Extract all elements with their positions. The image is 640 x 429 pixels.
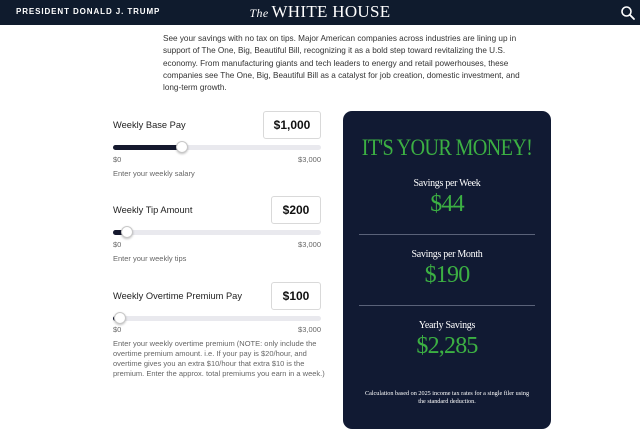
base-pay-range-min: $0 (113, 155, 122, 164)
monthly-savings-value: $190 (424, 262, 470, 288)
intro-paragraph: See your savings with no tax on tips. Major American companies across industries are lining up in support of The One, Big, Beautiful Bill, recognizing it as a bold step toward revitalizing the U.S. economy. From manufacturing giants and tech leaders to energy and retail powerhouses, these companies see The One, Big, Beautiful Bill as a catalyst for job creation, domestic investment, and long-term growth. (163, 34, 520, 93)
white-house-logo[interactable] (0, 2, 640, 22)
tip-amount-range-max: $3,000 (298, 240, 321, 249)
overtime-value-input[interactable]: $100 (271, 282, 321, 310)
top-navigation-bar (0, 0, 640, 25)
tip-amount-slider-thumb[interactable] (121, 226, 133, 238)
base-pay-label: Weekly Base Pay (113, 120, 186, 130)
yearly-savings-value: $2,285 (416, 333, 478, 359)
card-title: IT'S YOUR MONEY! (361, 135, 533, 161)
tip-amount-control (113, 196, 321, 266)
tip-amount-value-input[interactable]: $200 (271, 196, 321, 224)
tip-amount-label: Weekly Tip Amount (113, 205, 193, 215)
card-divider (359, 305, 535, 306)
card-divider (359, 234, 535, 235)
overtime-slider-track[interactable] (113, 316, 321, 321)
tip-amount-range-min: $0 (113, 240, 122, 249)
overtime-range-max: $3,000 (298, 325, 321, 334)
base-pay-control (113, 111, 321, 181)
tip-amount-slider-track[interactable] (113, 230, 321, 235)
search-icon (620, 5, 636, 21)
tip-amount-hint: Enter your weekly tips (113, 254, 187, 263)
overtime-slider-thumb[interactable] (114, 312, 126, 324)
savings-card (343, 111, 551, 429)
weekly-savings-label: Savings per Week (413, 178, 481, 189)
base-pay-slider-track[interactable] (113, 145, 321, 150)
overtime-hint: Enter your weekly overtime premium (NOTE: only include the overtime premium amount. i.e. If your pay is $20/hour, and overtime gives you an extra $10/hour that extra $10 is the premium. Enter the approx. total premiums you earn in a week.) (113, 339, 325, 378)
base-pay-slider-fill (113, 145, 182, 150)
monthly-savings-label: Savings per Month (411, 249, 483, 260)
base-pay-slider-thumb[interactable] (176, 141, 188, 153)
logo-prefix: The (249, 6, 269, 20)
base-pay-value-input[interactable]: $1,000 (263, 111, 321, 139)
search-button[interactable] (620, 5, 636, 21)
logo-main-text: WHITE HOUSE (271, 2, 391, 21)
overtime-label: Weekly Overtime Premium Pay (113, 291, 242, 301)
base-pay-range-max: $3,000 (298, 155, 321, 164)
weekly-savings-value: $44 (430, 191, 464, 217)
overtime-range-min: $0 (113, 325, 122, 334)
yearly-savings-label: Yearly Savings (418, 320, 476, 331)
overtime-control (113, 282, 325, 392)
calculation-footnote: Calculation based on 2025 income tax rates for a single filer using the standard deduction. (364, 390, 530, 405)
base-pay-hint: Enter your weekly salary (113, 169, 195, 178)
president-name-link[interactable]: PRESIDENT DONALD J. TRUMP (16, 7, 161, 16)
